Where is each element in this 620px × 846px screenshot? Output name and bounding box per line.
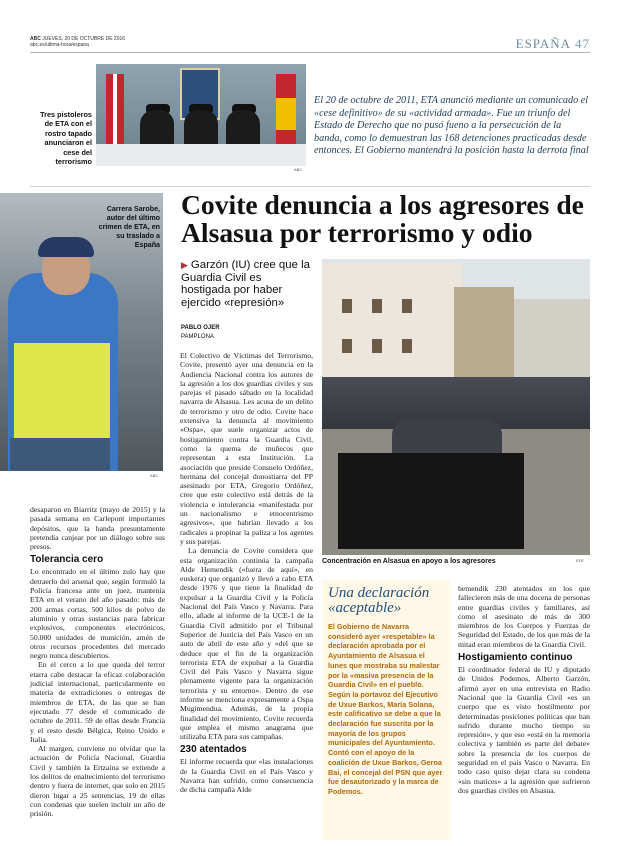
col1-paragraph: En el cerco a lo que queda del terror etarra cabe destacar la eficaz colaboración judicial internacional, particularmente en materia de extradiciones o entregas de miembros de ETA, de las que se han ejecutado 77 desde el comunicado de octubre de 2011. 59 de ellas desde Francia y el resto desde Bélgica, Reino Unido e Italia. [30,660,165,744]
arrow-icon: ▶ [181,260,188,270]
top-intro: El 20 de octubre de 2011, ETA anunció mediante un comunicado el «cese definitivo» de su «actividad armada». Fue un triunfo del Estado de Derecho que no pusó fueno a la persecución de la banda, como lo demuestran las 168 detenciones practicadas desde entonces. El Gobierno mantendrá la posición hasta la derrota final [314,95,589,156]
col4-subheading: Hostigamiento continuo [458,652,573,664]
publication-web: abc.es/ultima-hora/espana [30,42,89,48]
subhead-text: Garzón (IU) cree que la Guardia Civil es hostigada por haber ejercido «represión» [181,259,310,309]
column-2 [180,351,313,795]
box-title: Una declaración «aceptable» [328,585,430,616]
top-photo-table [96,144,306,166]
top-photo-credit: ABC [294,167,303,172]
navarra-flag [276,74,296,154]
ikurrina-flag [106,74,124,154]
sidebar-box [322,580,450,840]
publication-name: ABC [30,36,41,42]
col1-subheading: Tolerancia cero [30,554,104,566]
header-left [30,36,125,48]
col1-paragraph: Lo encontrado en el último zulo hay que detraerlo del arsenal que, según formuló la Policía francesa ante un juez, mantenía ETA en el verano del año pasado: más de 200 armas cortas, 500 kilos de polvo de aluminio y otras sustancias para fabricar explosivos, componentes electrónicos, 50.000 unidades de munición, amén de otros recursos procedentes del mercado negro nunca descubiertos. [30,567,165,661]
right-photo-credit: EFE [576,558,584,563]
left-photo-caption: Carrera Sarobe, autor del último crimen de ETA, en su traslado a España [98,205,160,250]
header-right [516,36,590,52]
byline [181,324,220,342]
dateline-place: PAMPLONA [181,334,214,340]
section-divider [30,186,590,187]
col4-paragraph: El coordinador federal de IU y diputado de Unidos Podemos, Alberto Garzón, afirmó ayer en una entrevista en Radio Nacional que la Guardia Civil «es un cuerpo que es visto hostilmente por determinadas posiciones políticas que han sufrido durante mucho tiempo su represión», y que eso «está en la memoria colectiva y también es parte del debate» sobre la presencia de los cuerpos de seguridad en el país Vasco o Navarra. En todo caso quiso dejar clara su condena «sin matices» a la agresión que sufrieron dos guardias civiles en Alsasua. [458,665,590,795]
col1-paragraph: Al margen, conviene no olvidar que la actuación de Policía Nacional, Guardia Civil y también la Ertzaina se extiende a los delitos de enaltecimiento del terrorismo dentro y fuera de internet, que solo en 2015 dieron lugar a 25 sentencias, 19 de ellas con condenas que suelen incluir un año de prisión. [30,744,165,819]
article-subhead [181,259,313,309]
col2-paragraph: La denuncia de Covite considera que esta organización continúa la campaña Alde Hemendik («fuera de aquí», en euskera) que organizó y llevó a cabo ETA desde 1976 y que tiene la finalidad de expulsar a la Guardia Civil y la Policía Nacional del País Vasco y Navarra. Para ello, añade al informe de la UCE-1 de la Guardia Civil admitido por el Tribunal Superior de Justicia del País Vasco en un auto de abril de este año y «del que se deduce que el fin de la organización terrorista ETA de expulsar a la Guardia Civil del País Vasco y Navarra sigue plenamente vigente para la organización terrorista y su entorno». Dentro de ese informe se menciona expresamente a Ospa Mugimendua. Además, de la propia finalidad del movimiento, Covite recuerda que emplea el mismo anagrama que utilizaba ETA para sus campañas. [180,546,313,742]
header-rule [30,52,590,53]
section-name: ESPAÑA [515,36,571,51]
publication-date: JUEVES, 20 DE OCTUBRE DE 2016 [42,36,126,42]
press-table [338,453,524,549]
top-photo-caption: Tres pistoleros de ETA con el rostro tapado anunciaron el cese del terrorismo [40,110,92,167]
article-headline: Covite denuncia a los agresores de Alsasua por terrorismo y odio [181,189,584,248]
column-1 [30,505,165,819]
left-photo-credit: ABC [150,473,159,478]
col2-subheading: 230 atentados [180,744,247,756]
box-body: El Gobierno de Navarra consideró ayer «respetable» la declaración aprobada por el Ayuntamiento de Alsasua el lunes que mostraba su malestar por la «masiva presencia de la Guardia Civil» en el pueblo. Según la portavoz del Ejecutivo de Uxue Barkos, María Solana, este calificativo se debe a que la declaración fue suscrita por la mayoría de los grupos municipales del Ayuntamiento. Contó con el apoyo de la coalición de Uxue Barkos, Geroa Bai, el concejal del PSN que ayer fue desautorizado y la marca de Podemos. [328,622,443,796]
col2-paragraph: El informe recuerda que «las instalaciones de la Guardia Civil en el País Vasco y Navarra han sufrido, como consecuencia de dicha campaña Alde [180,757,313,795]
right-photo-caption: Concentración en Alsasua en apoyo a los agresores [322,558,496,565]
column-4 [458,584,590,795]
col4-paragraph: hemendik 230 atentados en los que fallecieron más de una docena de personas entre guardias civiles y familiares, así como el asesinato de más de 300 miembros de los Cuerpos y Fuerzas de Seguridad del Estado, de los que más de la mitad eran miembros de la Guardia Civil. [458,584,590,649]
col2-paragraph: El Colectivo de Víctimas del Terrorismo, Covite, presentó ayer una denuncia en la Audiencia Nacional contra los autores de la agresión a los dos guardias civiles y sus parejas el pasado sábado en la localidad navarra de Alsasua. Les acusa de un delito de terrorismo y otro de odio. Covite hace extensiva la denuncia al movimiento «Ospa», que suele organizar actos de hostigamiento contra la Guardia Civil, como la quema de muñecos que representan a esta Institución. La asociación que preside Consuelo Ordóñez, hermana del concejal donostiarra del PP asesinado por ETA, Gregorio Ordóñez, cree que este colectivo está detrás de la violencia e intolerancia «manifestada por un nacionalismo e etnocentrismo agresivos», que habrían llevado a los radicales a propinar la paliza a los agentes y sus parejas. [180,351,313,546]
col1-paragraph: desaparon en Biarritz (mayo de 2015) y la pasada semana en Carlepont importantes depósitos, que la banda presuntamente pretendía canjear por un diálogo sobre sus presos. [30,505,165,552]
right-photo [322,259,590,555]
page-header [30,36,590,50]
page-number: 47 [575,36,590,51]
author-name: PABLO OJER [181,325,220,331]
top-photo [96,64,306,166]
